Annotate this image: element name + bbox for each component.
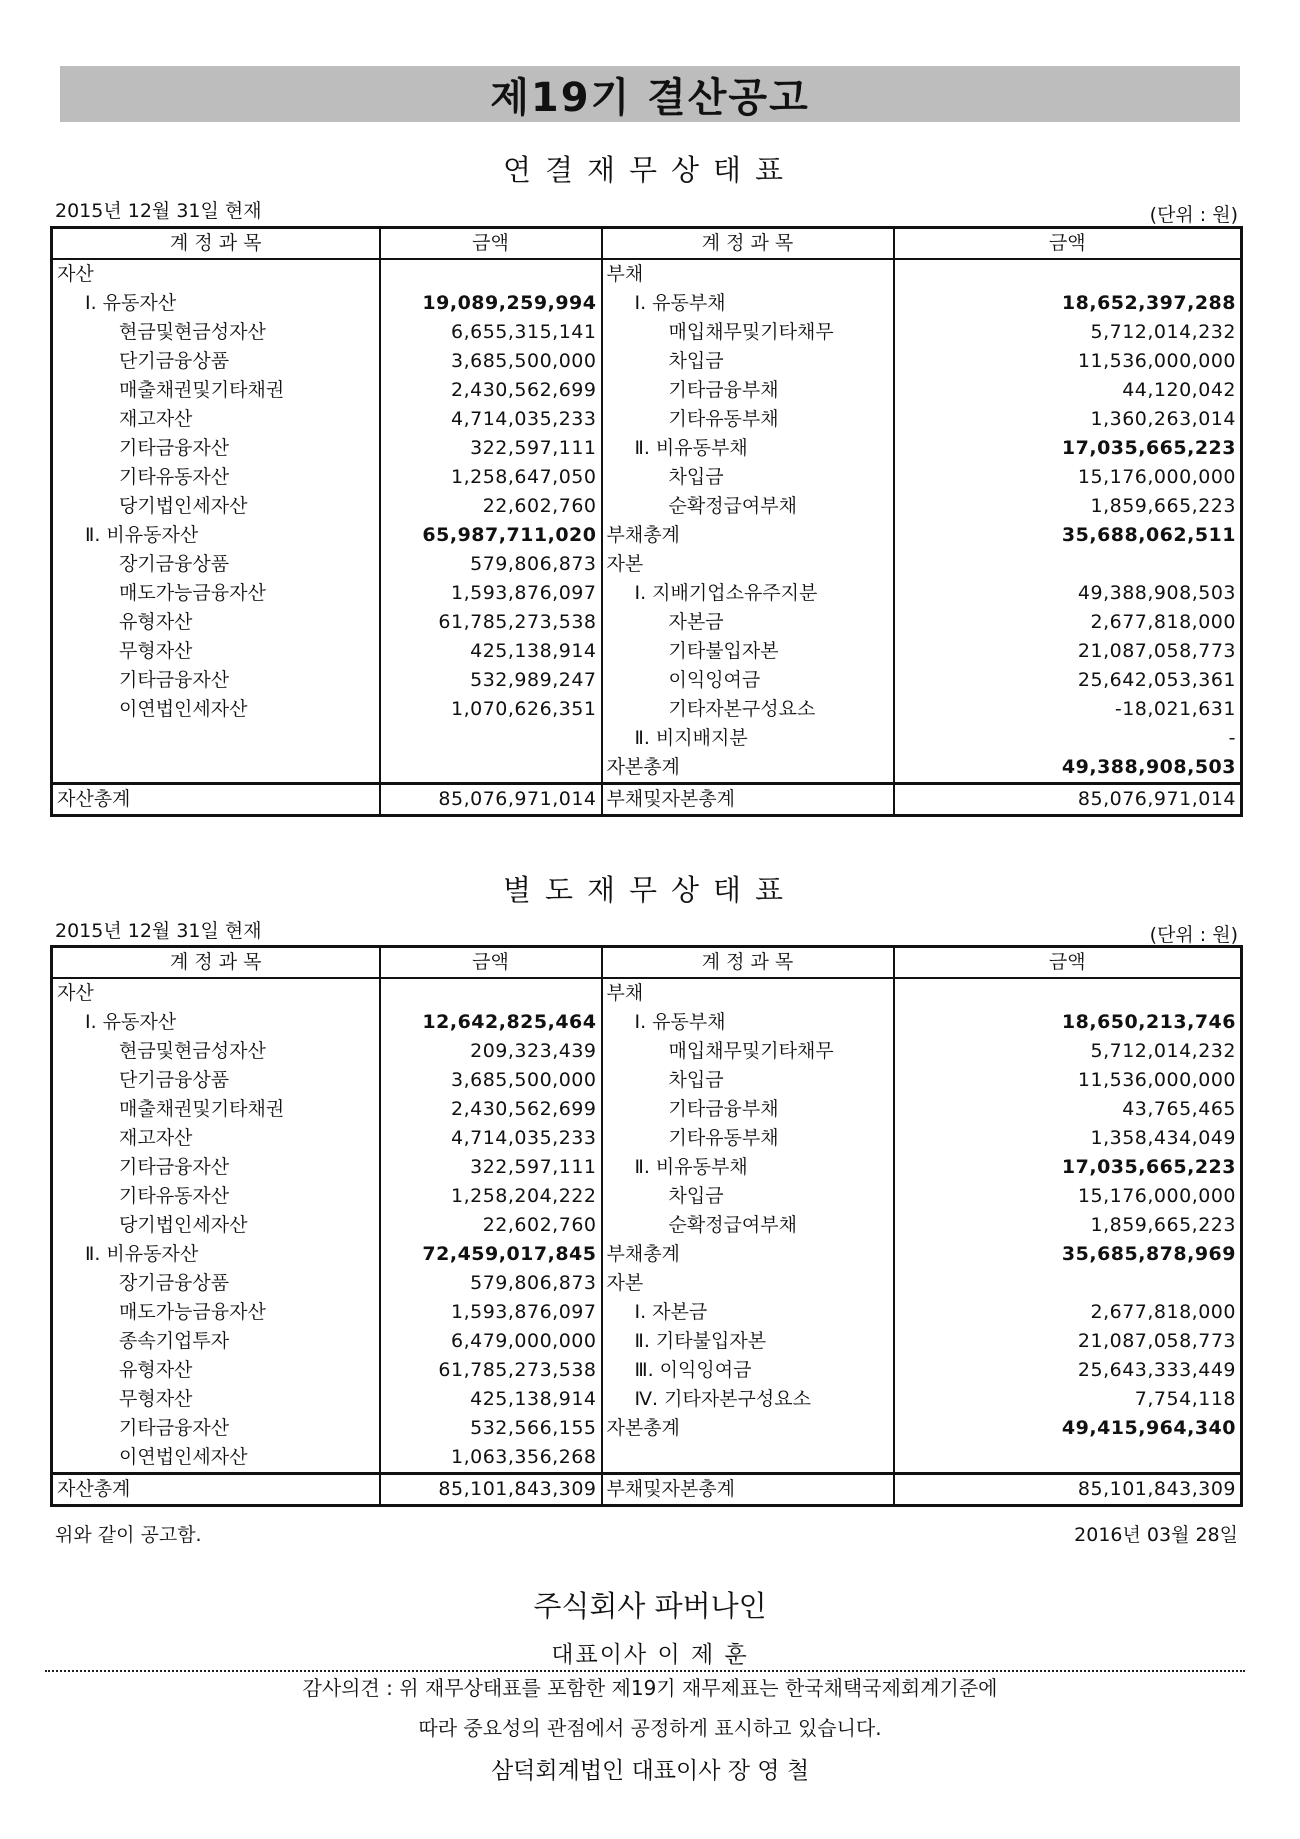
amount-value: 49,415,964,340 xyxy=(894,1414,1242,1443)
amount-value: 532,989,247 xyxy=(380,666,602,695)
table-row xyxy=(52,1153,1242,1182)
account-label: 부채및자본총계 xyxy=(602,784,894,816)
table-row xyxy=(52,1008,1242,1037)
amount-value xyxy=(380,724,602,753)
amount-value xyxy=(894,1269,1242,1298)
account-label: 현금및현금성자산 xyxy=(52,1037,380,1066)
account-label: 자본 xyxy=(602,550,894,579)
amount-value: 209,323,439 xyxy=(380,1037,602,1066)
account-label: 차입금 xyxy=(602,1182,894,1211)
table-row xyxy=(52,259,1242,289)
account-label: 재고자산 xyxy=(52,1124,380,1153)
account-label: 차입금 xyxy=(602,463,894,492)
amount-value: 25,642,053,361 xyxy=(894,666,1242,695)
account-label: 매도가능금융자산 xyxy=(52,579,380,608)
amount-header: 금액 xyxy=(380,228,602,260)
amount-value: 18,652,397,288 xyxy=(894,289,1242,318)
account-label: 장기금융상품 xyxy=(52,550,380,579)
amount-value: 2,677,818,000 xyxy=(894,1298,1242,1327)
account-label: 자본총계 xyxy=(602,753,894,784)
account-label: 단기금융상품 xyxy=(52,1066,380,1095)
consolidated-title: 연결재무상태표 xyxy=(502,153,798,187)
account-header: 계 정 과 목 xyxy=(602,228,894,260)
account-label: 기타유동자산 xyxy=(52,1182,380,1211)
account-label: Ⅱ. 비유동자산 xyxy=(52,1240,380,1269)
amount-value: 579,806,873 xyxy=(380,550,602,579)
amount-value: 17,035,665,223 xyxy=(894,434,1242,463)
amount-value: 5,712,014,232 xyxy=(894,1037,1242,1066)
amount-value: 3,685,500,000 xyxy=(380,347,602,376)
table-row xyxy=(52,753,1242,784)
account-label: 부채 xyxy=(602,978,894,1008)
consolidated-balance-sheet xyxy=(50,226,1243,817)
amount-value: - xyxy=(894,724,1242,753)
separate-date: 2015년 12월 31일 현재 xyxy=(55,920,262,942)
table-row xyxy=(52,463,1242,492)
amount-value: 425,138,914 xyxy=(380,1385,602,1414)
amount-value: 2,430,562,699 xyxy=(380,376,602,405)
amount-value: 21,087,058,773 xyxy=(894,637,1242,666)
account-label: 차입금 xyxy=(602,1066,894,1095)
amount-value: 1,859,665,223 xyxy=(894,1211,1242,1240)
account-label xyxy=(602,1443,894,1474)
amount-header: 금액 xyxy=(894,947,1242,979)
amount-header: 금액 xyxy=(894,228,1242,260)
account-header: 계 정 과 목 xyxy=(602,947,894,979)
account-label: 이연법인세자산 xyxy=(52,695,380,724)
amount-value: 85,076,971,014 xyxy=(380,784,602,816)
account-header: 계 정 과 목 xyxy=(52,228,380,260)
table-row xyxy=(52,666,1242,695)
amount-value: 61,785,273,538 xyxy=(380,1356,602,1385)
account-label: Ⅰ. 유동자산 xyxy=(52,1008,380,1037)
account-label: 기타유동부채 xyxy=(602,1124,894,1153)
account-label: 기타자본구성요소 xyxy=(602,695,894,724)
amount-value: 11,536,000,000 xyxy=(894,347,1242,376)
total-row xyxy=(52,784,1242,816)
account-label: 차입금 xyxy=(602,347,894,376)
notice-text: 위와 같이 공고함. xyxy=(55,1524,202,1546)
amount-value: 425,138,914 xyxy=(380,637,602,666)
table-row xyxy=(52,318,1242,347)
amount-value: 18,650,213,746 xyxy=(894,1008,1242,1037)
account-label: 자본 xyxy=(602,1269,894,1298)
amount-value: 25,643,333,449 xyxy=(894,1356,1242,1385)
amount-value: 1,070,626,351 xyxy=(380,695,602,724)
account-label: 순확정급여부채 xyxy=(602,492,894,521)
account-label: 매입채무및기타채무 xyxy=(602,1037,894,1066)
amount-value: 17,035,665,223 xyxy=(894,1153,1242,1182)
audit-opinion-line2: 따라 중요성의 관점에서 공정하게 표시하고 있습니다. xyxy=(418,1716,882,1740)
table-row xyxy=(52,608,1242,637)
table-header xyxy=(52,228,1242,260)
amount-value xyxy=(894,259,1242,289)
table-row xyxy=(52,1182,1242,1211)
amount-value: 322,597,111 xyxy=(380,434,602,463)
account-label: Ⅰ. 자본금 xyxy=(602,1298,894,1327)
page-title: 제19기 결산공고 xyxy=(490,74,810,121)
table-header xyxy=(52,947,1242,979)
table-row xyxy=(52,1037,1242,1066)
account-label: 부채총계 xyxy=(602,1240,894,1269)
amount-value: 19,089,259,994 xyxy=(380,289,602,318)
table-row xyxy=(52,550,1242,579)
amount-value: 322,597,111 xyxy=(380,1153,602,1182)
amount-value: 6,479,000,000 xyxy=(380,1327,602,1356)
amount-value: 4,714,035,233 xyxy=(380,405,602,434)
amount-value xyxy=(380,978,602,1008)
account-label: 기타유동자산 xyxy=(52,463,380,492)
account-label: 부채총계 xyxy=(602,521,894,550)
account-label xyxy=(52,724,380,753)
amount-value: 35,685,878,969 xyxy=(894,1240,1242,1269)
amount-value: 12,642,825,464 xyxy=(380,1008,602,1037)
amount-value xyxy=(380,259,602,289)
account-label: 부채및자본총계 xyxy=(602,1474,894,1506)
auditor-name: 삼덕회계법인 대표이사 장 영 철 xyxy=(490,1758,810,1784)
account-label: 이연법인세자산 xyxy=(52,1443,380,1474)
account-label: 무형자산 xyxy=(52,637,380,666)
amount-value: 61,785,273,538 xyxy=(380,608,602,637)
account-label: 기타금융부채 xyxy=(602,376,894,405)
table-row xyxy=(52,1124,1242,1153)
amount-value: 1,258,647,050 xyxy=(380,463,602,492)
total-row xyxy=(52,1474,1242,1506)
account-label: 부채 xyxy=(602,259,894,289)
separate-title: 별도재무상태표 xyxy=(502,873,798,907)
account-label: 기타금융자산 xyxy=(52,1414,380,1443)
separate-balance-sheet xyxy=(50,945,1243,1507)
account-label: 당기법인세자산 xyxy=(52,1211,380,1240)
account-label: 유형자산 xyxy=(52,608,380,637)
account-label: 당기법인세자산 xyxy=(52,492,380,521)
table-row xyxy=(52,1211,1242,1240)
account-label: 매입채무및기타채무 xyxy=(602,318,894,347)
amount-value: 15,176,000,000 xyxy=(894,1182,1242,1211)
amount-value: 11,536,000,000 xyxy=(894,1066,1242,1095)
amount-value: 532,566,155 xyxy=(380,1414,602,1443)
table-row xyxy=(52,347,1242,376)
account-label: 순확정급여부채 xyxy=(602,1211,894,1240)
amount-value: 1,063,356,268 xyxy=(380,1443,602,1474)
table-row xyxy=(52,405,1242,434)
amount-value: 65,987,711,020 xyxy=(380,521,602,550)
amount-value xyxy=(894,1443,1242,1474)
table-row xyxy=(52,579,1242,608)
table-row xyxy=(52,1240,1242,1269)
table-row xyxy=(52,1269,1242,1298)
amount-value xyxy=(380,753,602,784)
table-row xyxy=(52,492,1242,521)
amount-value: 1,358,434,049 xyxy=(894,1124,1242,1153)
amount-value: 4,714,035,233 xyxy=(380,1124,602,1153)
table-row xyxy=(52,376,1242,405)
account-label: 재고자산 xyxy=(52,405,380,434)
amount-value: 22,602,760 xyxy=(380,1211,602,1240)
amount-value: 1,593,876,097 xyxy=(380,1298,602,1327)
account-label: 기타유동부채 xyxy=(602,405,894,434)
account-label: 자산 xyxy=(52,259,380,289)
amount-value: 35,688,062,511 xyxy=(894,521,1242,550)
table-row xyxy=(52,978,1242,1008)
table-row xyxy=(52,724,1242,753)
table-row xyxy=(52,1066,1242,1095)
table-row xyxy=(52,695,1242,724)
account-label: 기타금융자산 xyxy=(52,1153,380,1182)
account-label: Ⅰ. 지배기업소유주지분 xyxy=(602,579,894,608)
amount-value: 49,388,908,503 xyxy=(894,579,1242,608)
table-row xyxy=(52,1327,1242,1356)
account-label: 기타금융부채 xyxy=(602,1095,894,1124)
account-label: 장기금융상품 xyxy=(52,1269,380,1298)
amount-value: 72,459,017,845 xyxy=(380,1240,602,1269)
table-row xyxy=(52,1356,1242,1385)
table-row xyxy=(52,1298,1242,1327)
account-label: 종속기업투자 xyxy=(52,1327,380,1356)
table-row xyxy=(52,637,1242,666)
amount-value: 1,859,665,223 xyxy=(894,492,1242,521)
separate-unit: (단위 : 원) xyxy=(1149,924,1238,946)
amount-value: 85,101,843,309 xyxy=(894,1474,1242,1506)
amount-value: 1,360,263,014 xyxy=(894,405,1242,434)
account-label: 이익잉여금 xyxy=(602,666,894,695)
account-label: Ⅱ. 비유동부채 xyxy=(602,434,894,463)
account-label: 현금및현금성자산 xyxy=(52,318,380,347)
amount-value: 85,101,843,309 xyxy=(380,1474,602,1506)
amount-value: -18,021,631 xyxy=(894,695,1242,724)
amount-value: 2,677,818,000 xyxy=(894,608,1242,637)
amount-header: 금액 xyxy=(380,947,602,979)
account-label: 기타금융자산 xyxy=(52,434,380,463)
account-label: 기타금융자산 xyxy=(52,666,380,695)
account-label: 매출채권및기타채권 xyxy=(52,1095,380,1124)
account-label: Ⅳ. 기타자본구성요소 xyxy=(602,1385,894,1414)
amount-value: 6,655,315,141 xyxy=(380,318,602,347)
account-label: 자산총계 xyxy=(52,784,380,816)
amount-value xyxy=(894,978,1242,1008)
account-label: 자산 xyxy=(52,978,380,1008)
account-label: Ⅰ. 유동자산 xyxy=(52,289,380,318)
table-row xyxy=(52,1443,1242,1474)
amount-value: 49,388,908,503 xyxy=(894,753,1242,784)
account-label: 자본총계 xyxy=(602,1414,894,1443)
account-label: 유형자산 xyxy=(52,1356,380,1385)
account-label: Ⅱ. 비지배지분 xyxy=(602,724,894,753)
notice-date: 2016년 03월 28일 xyxy=(1074,1524,1238,1546)
table-row xyxy=(52,1414,1242,1443)
consolidated-date: 2015년 12월 31일 현재 xyxy=(55,200,262,222)
account-label: Ⅰ. 유동부채 xyxy=(602,289,894,318)
amount-value xyxy=(894,550,1242,579)
table-row xyxy=(52,289,1242,318)
account-label: Ⅰ. 유동부채 xyxy=(602,1008,894,1037)
table-row xyxy=(52,521,1242,550)
ceo-name: 대표이사 이 제 훈 xyxy=(551,1642,749,1668)
consolidated-unit: (단위 : 원) xyxy=(1149,204,1238,226)
audit-opinion-line1: 감사의견 : 위 재무상태표를 포함한 제19기 재무제표는 한국채택국제회계기준에 xyxy=(302,1676,998,1700)
account-label: Ⅱ. 비유동자산 xyxy=(52,521,380,550)
table-row xyxy=(52,434,1242,463)
account-label: 자본금 xyxy=(602,608,894,637)
account-label: 무형자산 xyxy=(52,1385,380,1414)
account-label: 기타불입자본 xyxy=(602,637,894,666)
amount-value: 3,685,500,000 xyxy=(380,1066,602,1095)
table-row xyxy=(52,1385,1242,1414)
amount-value: 1,593,876,097 xyxy=(380,579,602,608)
amount-value: 2,430,562,699 xyxy=(380,1095,602,1124)
amount-value: 85,076,971,014 xyxy=(894,784,1242,816)
table-row xyxy=(52,1095,1242,1124)
account-label: Ⅱ. 비유동부채 xyxy=(602,1153,894,1182)
account-header: 계 정 과 목 xyxy=(52,947,380,979)
amount-value: 1,258,204,222 xyxy=(380,1182,602,1211)
account-label: 단기금융상품 xyxy=(52,347,380,376)
amount-value: 43,765,465 xyxy=(894,1095,1242,1124)
title-banner xyxy=(60,66,1240,122)
account-label: 매도가능금융자산 xyxy=(52,1298,380,1327)
account-label: Ⅱ. 기타불입자본 xyxy=(602,1327,894,1356)
amount-value: 579,806,873 xyxy=(380,1269,602,1298)
account-label: 자산총계 xyxy=(52,1474,380,1506)
amount-value: 21,087,058,773 xyxy=(894,1327,1242,1356)
company-name: 주식회사 파버나인 xyxy=(533,1589,767,1623)
account-label: Ⅲ. 이익잉여금 xyxy=(602,1356,894,1385)
account-label xyxy=(52,753,380,784)
amount-value: 22,602,760 xyxy=(380,492,602,521)
amount-value: 15,176,000,000 xyxy=(894,463,1242,492)
amount-value: 5,712,014,232 xyxy=(894,318,1242,347)
amount-value: 44,120,042 xyxy=(894,376,1242,405)
amount-value: 7,754,118 xyxy=(894,1385,1242,1414)
account-label: 매출채권및기타채권 xyxy=(52,376,380,405)
